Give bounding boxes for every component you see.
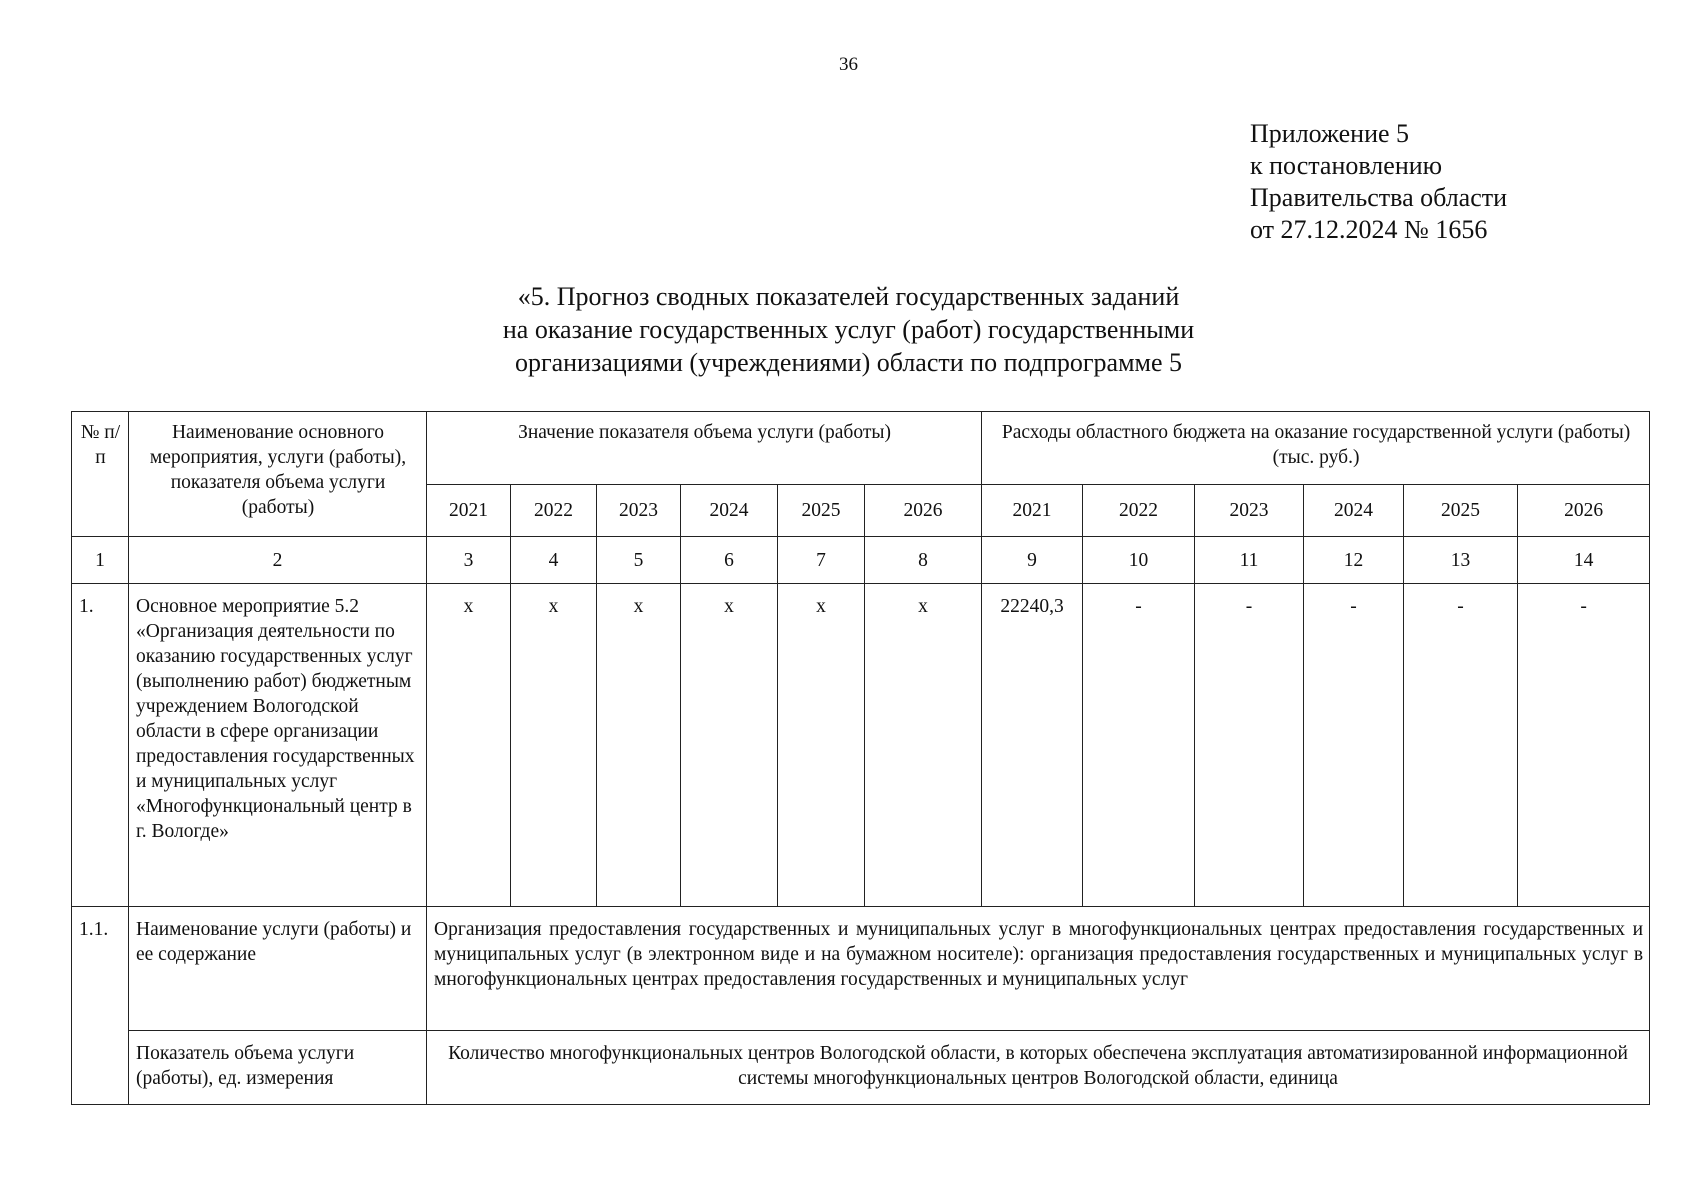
value-cell: х: [427, 584, 511, 907]
header-row-groups: [72, 412, 1650, 485]
header-year-expense: 2024: [1304, 485, 1404, 537]
appendix-line-1: Приложение 5: [1250, 119, 1410, 148]
column-number: 11: [1195, 537, 1304, 584]
volume-indicator-label: Показатель объема услуги (работы), ед. измерения: [129, 1031, 427, 1105]
header-year-value: 2026: [865, 485, 982, 537]
header-year-value: 2022: [511, 485, 597, 537]
header-year-expense: 2022: [1083, 485, 1195, 537]
column-number: 10: [1083, 537, 1195, 584]
appendix-block: [1250, 118, 1507, 246]
header-year-expense: 2026: [1518, 485, 1650, 537]
appendix-line-4: от 27.12.2024 № 1656: [1250, 215, 1488, 244]
expense-cell: -: [1518, 584, 1650, 907]
header-year-value: 2023: [597, 485, 681, 537]
column-number: 5: [597, 537, 681, 584]
header-year-value: 2021: [427, 485, 511, 537]
value-cell: х: [778, 584, 865, 907]
title-line-1: «5. Прогноз сводных показателей государственных заданий: [517, 282, 1180, 311]
header-year-value: 2025: [778, 485, 865, 537]
column-number: 12: [1304, 537, 1404, 584]
value-cell: х: [681, 584, 778, 907]
column-number: 14: [1518, 537, 1650, 584]
header-expenses-group: Расходы областного бюджета на оказание государственной услуги (работы) (тыс. руб.): [982, 412, 1650, 485]
header-name: Наименование основного мероприятия, услуги (работы), показателя объема услуги (работы): [129, 412, 427, 537]
expense-cell: -: [1304, 584, 1404, 907]
column-number: 3: [427, 537, 511, 584]
column-number: 7: [778, 537, 865, 584]
column-number-row: [72, 537, 1650, 584]
row-number: 1.1.: [72, 907, 129, 1105]
volume-indicator-text: Количество многофункциональных центров Вологодской области, в которых обеспечена эксплуатация автоматизированной информационной системы многофункциональных центров Вологодской области, единица: [427, 1031, 1650, 1105]
appendix-line-3: Правительства области: [1250, 183, 1508, 212]
expense-cell: 22240,3: [982, 584, 1083, 907]
title-line-3: организациями (учреждениями) области по подпрограмме 5: [514, 348, 1183, 377]
document-title: [0, 280, 1697, 379]
header-num: № п/п: [72, 412, 129, 537]
header-year-expense: 2023: [1195, 485, 1304, 537]
table-row-service-name: [72, 907, 1650, 1031]
expense-cell: -: [1404, 584, 1518, 907]
appendix-line-2: к постановлению: [1250, 151, 1443, 180]
value-cell: х: [511, 584, 597, 907]
header-year-expense: 2025: [1404, 485, 1518, 537]
column-number: 4: [511, 537, 597, 584]
expense-cell: -: [1083, 584, 1195, 907]
service-name-text: Организация предоставления государственных и муниципальных услуг в многофункциональных центрах предоставления государственных и муниципальных услуг (в электронном виде и на бумажном носителе): организация предоставления государственных и муниципальных услуг в многофункциональных центрах предоставления государственных и муниципальных услуг: [427, 907, 1650, 1031]
column-number: 13: [1404, 537, 1518, 584]
expense-cell: -: [1195, 584, 1304, 907]
column-number: 9: [982, 537, 1083, 584]
row-number: 1.: [72, 584, 129, 907]
page-number: 36: [839, 54, 858, 75]
value-cell: х: [597, 584, 681, 907]
table-row-volume-indicator: [72, 1031, 1650, 1105]
title-line-2: на оказание государственных услуг (работ) государственными: [502, 315, 1195, 344]
column-number: 2: [129, 537, 427, 584]
indicators-table: [71, 411, 1650, 1105]
header-year-expense: 2021: [982, 485, 1083, 537]
column-number: 6: [681, 537, 778, 584]
value-cell: х: [865, 584, 982, 907]
column-number: 8: [865, 537, 982, 584]
column-number: 1: [72, 537, 129, 584]
table-row-main-activity: [72, 584, 1650, 907]
header-year-value: 2024: [681, 485, 778, 537]
service-name-label: Наименование услуги (работы) и ее содержание: [129, 907, 427, 1031]
main-activity-name: Основное мероприятие 5.2 «Организация деятельности по оказанию государственных услуг (выполнению работ) бюджетным учреждением Вологодской области в сфере организации предоставления государственных и муниципальных услуг «Многофункциональный центр в г. Вологде»: [129, 584, 427, 907]
header-values-group: Значение показателя объема услуги (работы): [427, 412, 982, 485]
